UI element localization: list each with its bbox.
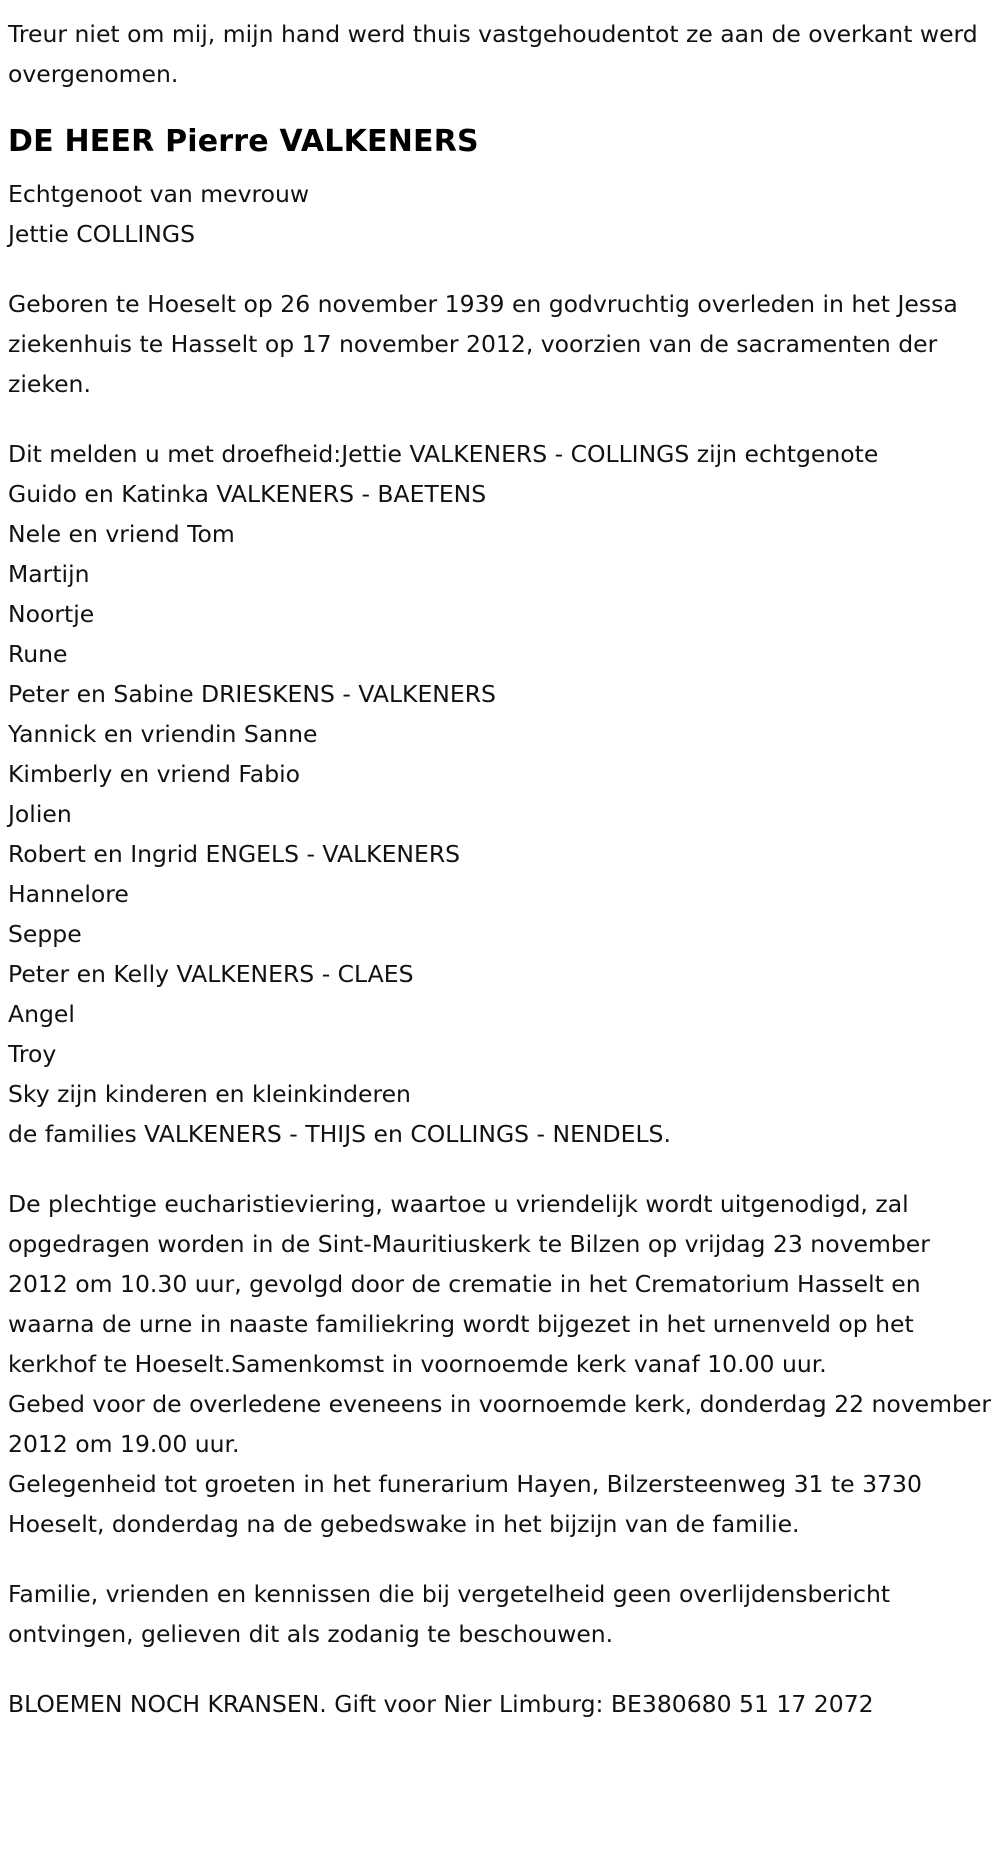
- list-item: Noortje: [8, 600, 95, 628]
- list-item: Kimberly en vriend Fabio: [8, 760, 301, 788]
- apology-note: Familie, vrienden en kennissen die bij vergetelheid geen overlijdensbericht ontvingen, gelieven dit als zodanig te beschouwen.: [8, 1580, 891, 1648]
- list-item: Jolien: [8, 800, 72, 828]
- list-item: Nele en vriend Tom: [8, 520, 235, 548]
- visitation-details: Gelegenheid tot groeten in het funerarium Hayen, Bilzersteenweg 31 te 3730 Hoeselt, donderdag na de gebedswake in het bijzijn van de familie.: [8, 1470, 922, 1538]
- spacer: [8, 254, 992, 284]
- list-item: Troy: [8, 1040, 57, 1068]
- spacer: [8, 1654, 992, 1684]
- list-item: Rune: [8, 640, 68, 668]
- spacer: [8, 404, 992, 434]
- list-item: Hannelore: [8, 880, 129, 908]
- ceremony-details: De plechtige eucharistieviering, waartoe u vriendelijk wordt uitgenodigd, zal opgedragen worden in de Sint-Mauritiuskerk te Bilzen op vrijdag 23 november 2012 om 10.30 uur, gevolgd door de crematie in het Crematorium Hasselt en waarna de urne in naaste familiekring wordt bijgezet in het urnenveld op het kerkhof te Hoeselt.Samenkomst in voornoemde kerk vanaf 10.00 uur.: [8, 1190, 930, 1378]
- birth-death-details: Geboren te Hoeselt op 26 november 1939 en godvruchtig overleden in het Jessa ziekenhuis te Hasselt op 17 november 2012, voorzien van de sacramenten der zieken.: [8, 290, 958, 398]
- intro-poem: Treur niet om mij, mijn hand werd thuis vastgehoudentot ze aan de overkant werd overgenomen.: [8, 20, 978, 88]
- list-item: Sky zijn kinderen en kleinkinderen: [8, 1080, 411, 1108]
- spouse-name: Jettie COLLINGS: [8, 220, 196, 248]
- list-item: de families VALKENERS - THIJS en COLLINGS - NENDELS.: [8, 1120, 671, 1148]
- list-item: Guido en Katinka VALKENERS - BAETENS: [8, 480, 487, 508]
- list-item: Robert en Ingrid ENGELS - VALKENERS: [8, 840, 461, 868]
- list-item: Yannick en vriendin Sanne: [8, 720, 318, 748]
- spacer: [8, 1154, 992, 1184]
- deceased-name: DE HEER Pierre VALKENERS: [8, 124, 479, 159]
- announcement-intro: Dit melden u met droefheid:Jettie VALKENERS - COLLINGS zijn echtgenote: [8, 440, 879, 468]
- list-item: Peter en Sabine DRIESKENS - VALKENERS: [8, 680, 496, 708]
- prayer-details: Gebed voor de overledene eveneens in voornoemde kerk, donderdag 22 november 2012 om 19.00 uur.: [8, 1390, 992, 1458]
- list-item: Martijn: [8, 560, 90, 588]
- list-item: Seppe: [8, 920, 82, 948]
- spacer: [8, 1544, 992, 1574]
- donation-note: BLOEMEN NOCH KRANSEN. Gift voor Nier Limburg: BE380680 51 17 2072: [8, 1690, 874, 1718]
- list-item: Angel: [8, 1000, 75, 1028]
- family-members-list: [8, 474, 992, 1154]
- spouse-label: Echtgenoot van mevrouw: [8, 180, 310, 208]
- list-item: Peter en Kelly VALKENERS - CLAES: [8, 960, 414, 988]
